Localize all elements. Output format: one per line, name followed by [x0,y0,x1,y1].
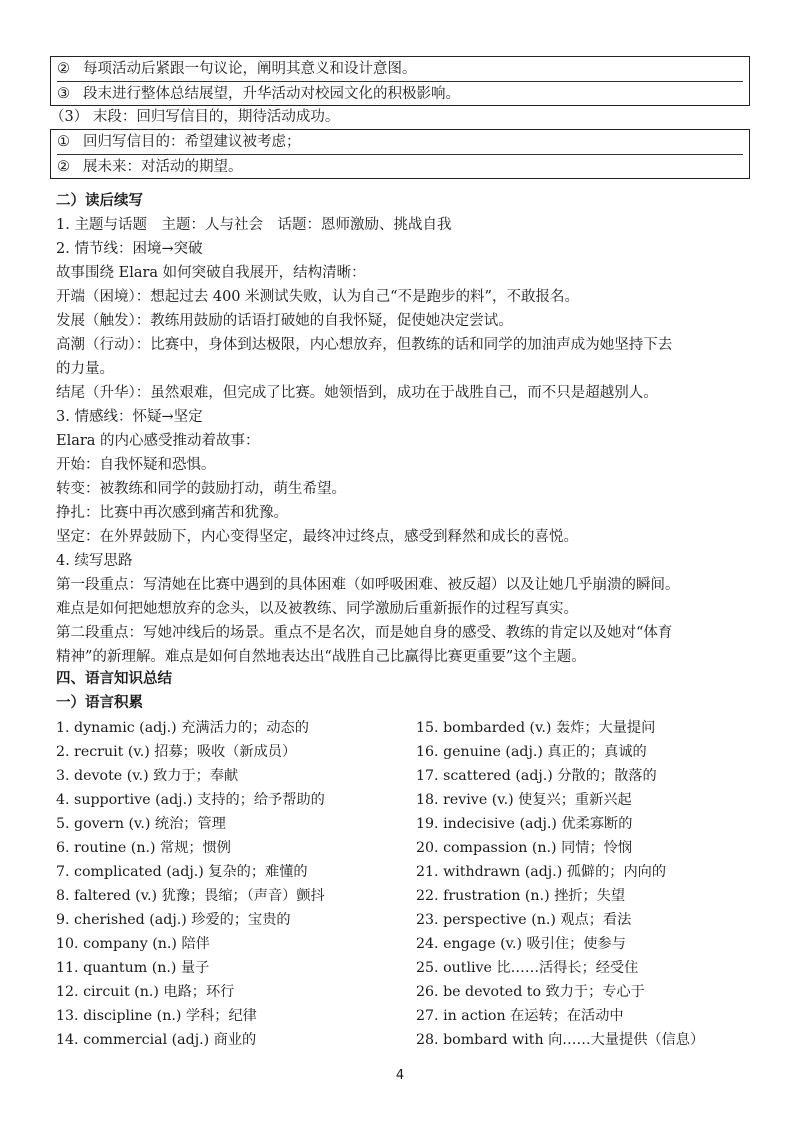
vocab-item: 17. scattered (adj.) 分散的；散落的 [416,768,657,784]
vocab-item: 12. circuit (n.) 电路；环行 [56,984,235,1000]
top-outline-box [50,56,750,106]
body-text-line: 开端（困境）：想起过去 400 米测试失败，认为自己“不是跑步的料”，不敢报名。 [56,289,579,305]
subheading-vocabulary: 一）语言积累 [56,695,143,711]
vocab-item: 22. frustration (n.) 挫折；失望 [416,888,626,904]
vocab-item: 7. complicated (adj.) 复杂的；难懂的 [56,864,308,880]
vocab-item: 24. engage (v.) 吸引住；使参与 [416,936,626,952]
vocab-item: 23. perspective (n.) 观点；看法 [416,912,632,928]
vocab-item: 15. bombarded (v.) 轰炸；大量提问 [416,720,656,736]
body-text-line: 坚定：在外界鼓励下，内心变得坚定，最终冲过终点，感受到释然和成长的喜悦。 [56,529,578,545]
body-text-line: 精神”的新理解。难点是如何自然地表达出“战胜自己比赢得比赛更重要”这个主题。 [56,649,586,665]
body-text-line: 发展（触发）：教练用鼓励的话语打破她的自我怀疑，促使她决定尝试。 [56,313,513,329]
vocab-item: 25. outlive 比……活得长；经受住 [416,960,639,976]
section-heading-continuation-writing: 二）读后续写 [56,193,143,209]
body-text-line: 开始：自我怀疑和恐惧。 [56,457,216,473]
body-text-line: 第二段重点：写她冲线后的场景。重点不是名次，而是她自身的感受、教练的肯定以及她对“体育 [56,625,673,641]
vocab-item: 8. faltered (v.) 犹豫；畏缩；（声音）颤抖 [56,888,325,904]
body-text-line: 故事围绕 Elara 如何突破自我展开，结构清晰： [56,265,366,281]
box-row [57,154,743,179]
row-text: 回归写信目的：希望建议被考虑； [83,134,301,150]
vocab-item: 14. commercial (adj.) 商业的 [56,1032,257,1048]
body-text-line: 转变：被教练和同学的鼓励打动，萌生希望。 [56,481,346,497]
vocab-item: 27. in action 在运转；在活动中 [416,1008,624,1024]
closing-paragraph-heading: （3） 末段：回归写信目的，期待活动成功。 [50,109,340,125]
vocab-item: 11. quantum (n.) 量子 [56,960,210,976]
body-text-line: 难点是如何把她想放弃的念头，以及被教练、同学激励后重新振作的过程写真实。 [56,601,578,617]
row-text: 每项活动后紧跟一句议论，阐明其意义和设计意图。 [83,61,417,77]
body-text-line: 1. 主题与话题 主题：人与社会 话题：恩师激励、挑战自我 [56,217,452,233]
bottom-outline-box [50,129,750,179]
vocab-item: 9. cherished (adj.) 珍爱的；宝贵的 [56,912,291,928]
vocab-item: 28. bombard with 向……大量提供（信息） [416,1032,705,1048]
vocab-item: 26. be devoted to 致力于；专心于 [416,984,645,1000]
vocab-item: 3. devote (v.) 致力于；奉献 [56,768,239,784]
body-text-line: 3. 情感线：怀疑→坚定 [56,409,203,425]
row-number: ② [57,61,70,77]
vocab-item: 4. supportive (adj.) 支持的；给予帮助的 [56,792,325,808]
body-text-line: 的力量。 [56,361,114,377]
vocab-item: 18. revive (v.) 使复兴；重新兴起 [416,792,632,808]
vocab-item: 16. genuine (adj.) 真正的；真诚的 [416,744,647,760]
row-number: ② [57,159,70,175]
vocab-item: 20. compassion (n.) 同情；怜悯 [416,840,633,856]
vocab-item: 10. company (n.) 陪伴 [56,936,210,952]
vocab-item: 19. indecisive (adj.) 优柔寡断的 [416,816,633,832]
row-text: 段末进行整体总结展望，升华活动对校园文化的积极影响。 [83,86,460,102]
row-text: 展未来：对活动的期望。 [83,159,243,175]
body-text-line: 第一段重点：写清她在比赛中遇到的具体困难（如呼吸困难、被反超）以及让她几乎崩溃的瞬间。 [56,577,680,593]
body-text-line: 4. 续写思路 [56,553,133,569]
body-text-line: Elara 的内心感受推动着故事： [56,433,260,449]
box-row [57,81,743,106]
body-text-line: 结尾（升华）：虽然艰难，但完成了比赛。她领悟到，成功在于战胜自己，而不只是超越别人。 [56,385,658,401]
box-row [57,130,743,154]
row-number: ③ [57,86,70,102]
vocab-item: 2. recruit (v.) 招募；吸收（新成员） [56,744,297,760]
box-row [57,57,743,81]
page-number: 4 [395,1068,405,1083]
vocab-item: 6. routine (n.) 常规；惯例 [56,840,231,856]
vocab-item: 5. govern (v.) 统治；管理 [56,816,226,832]
vocab-item: 21. withdrawn (adj.) 孤僻的；内向的 [416,864,667,880]
vocab-item: 13. discipline (n.) 学科；纪律 [56,1008,257,1024]
body-text-line: 挣扎：比赛中再次感到痛苦和犹豫。 [56,505,288,521]
body-text-line: 高潮（行动）：比赛中，身体到达极限，内心想放弃，但教练的话和同学的加油声成为她坚持下去 [56,337,673,353]
vocab-item: 1. dynamic (adj.) 充满活力的；动态的 [56,720,309,736]
body-text-line: 2. 情节线：困境→突破 [56,241,203,257]
section-heading-language-summary: 四、语言知识总结 [56,671,172,687]
row-number: ① [57,134,70,150]
